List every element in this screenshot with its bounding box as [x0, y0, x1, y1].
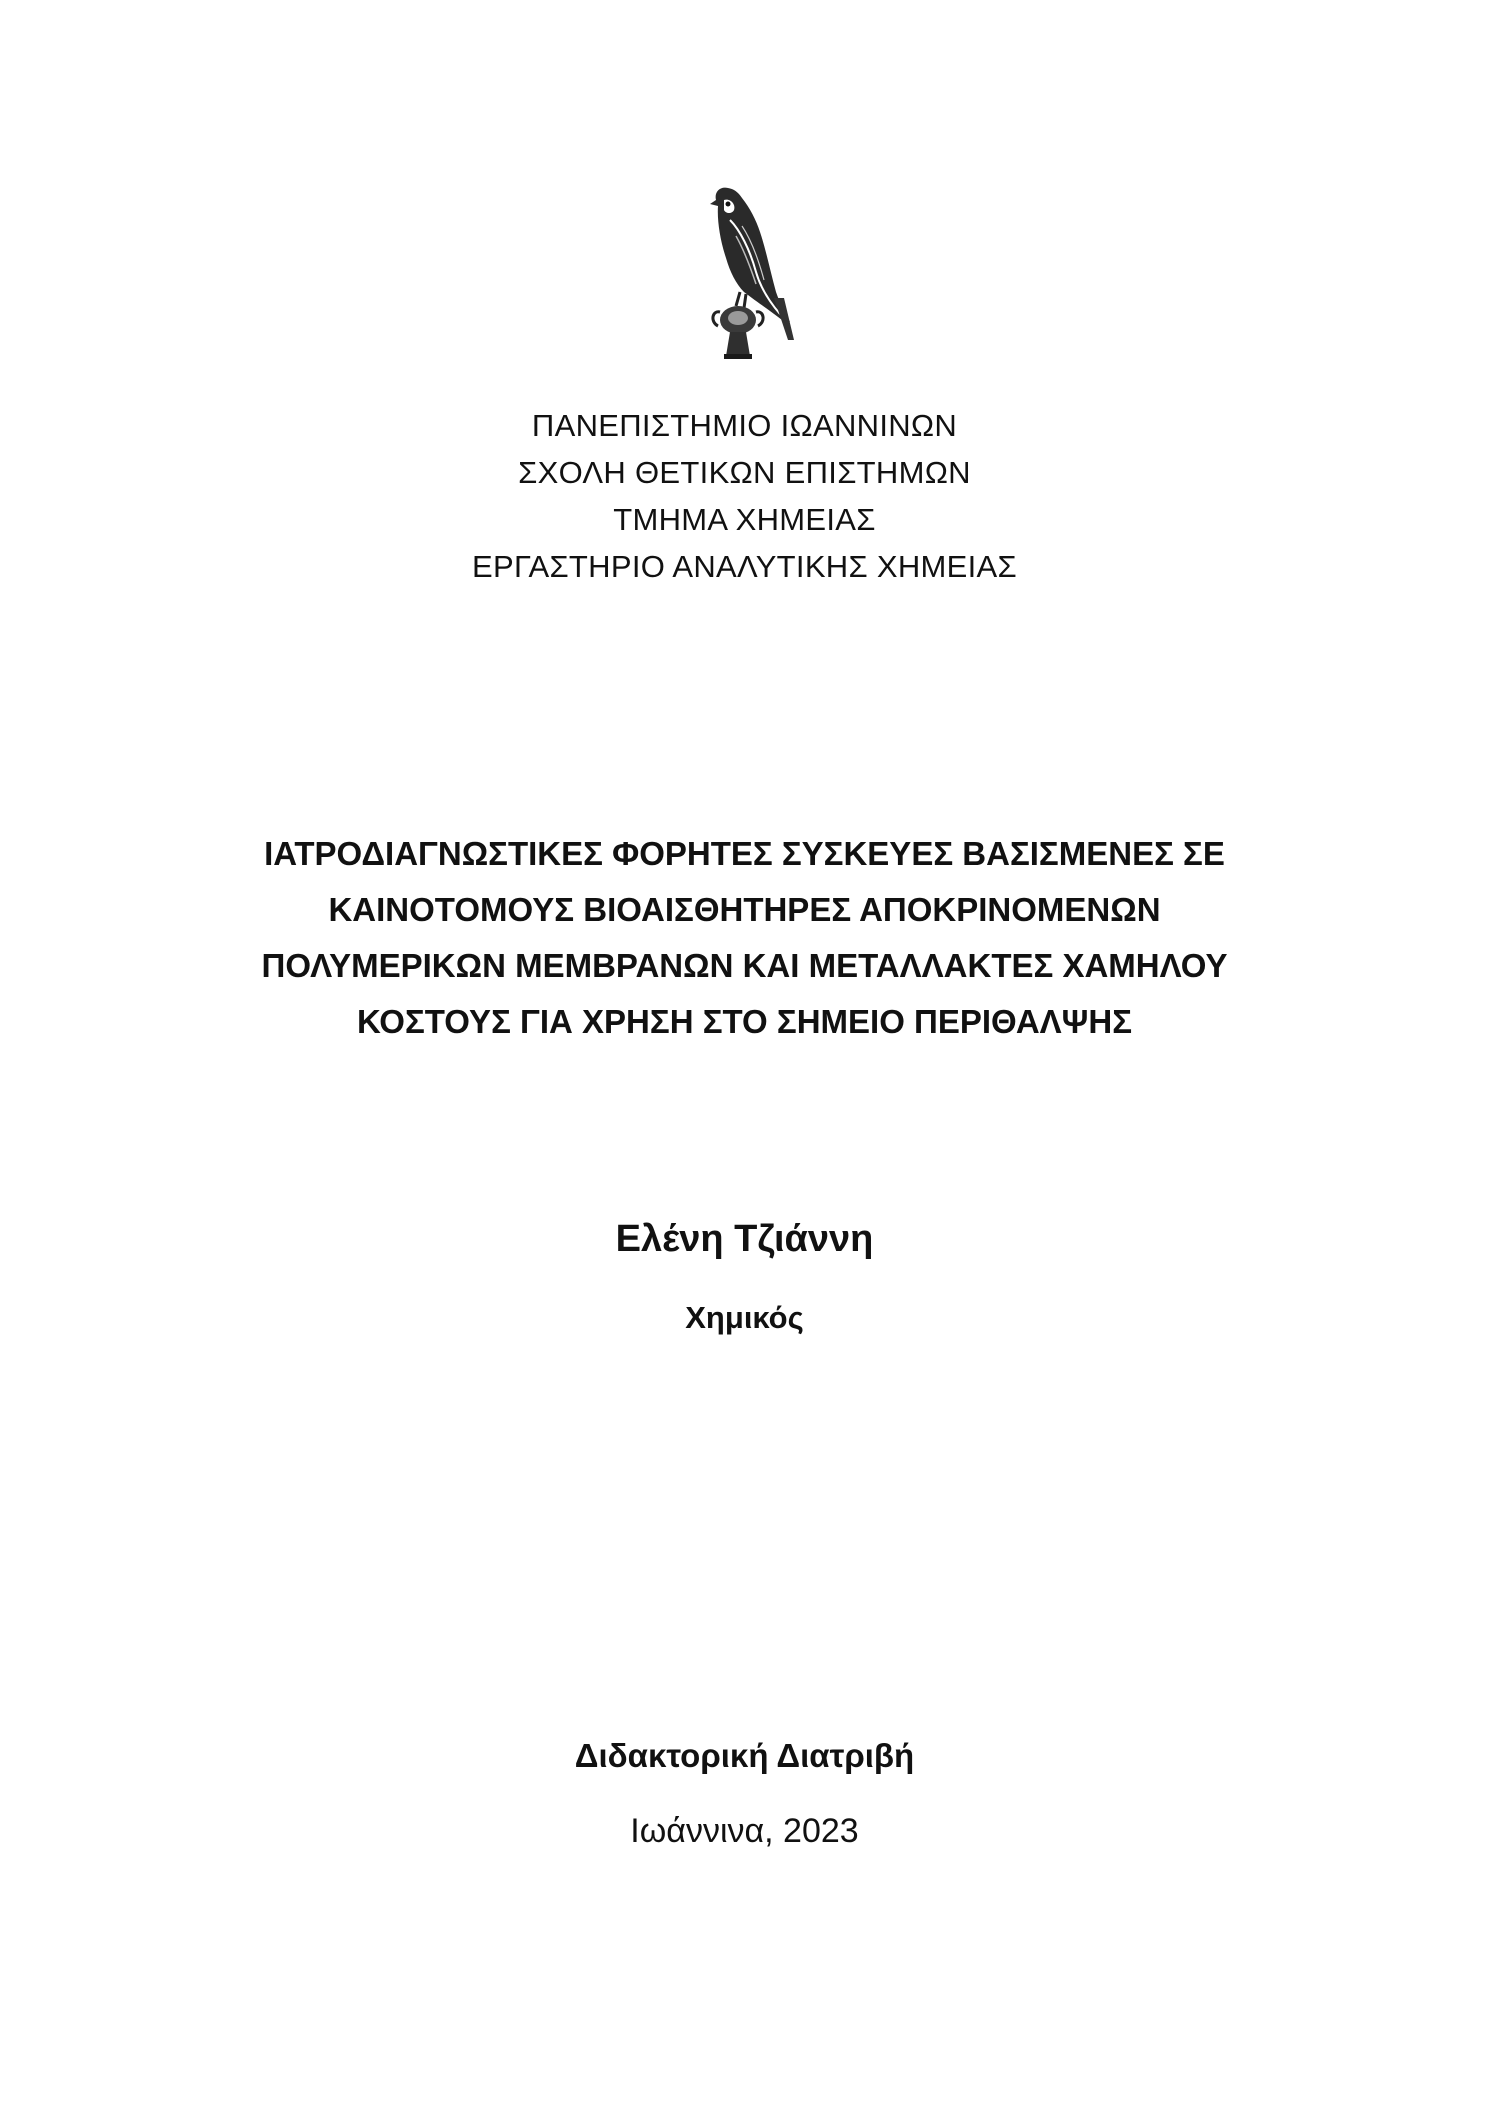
- university-name: ΠΑΝΕΠΙΣΤΗΜΙΟ ΙΩΑΝΝΙΝΩΝ: [531, 408, 958, 443]
- place-and-date: Ιωάννινα, 2023: [630, 1812, 859, 1850]
- thesis-title: [150, 826, 1339, 1050]
- title-line: ΠΟΛΥΜΕΡΙΚΩΝ ΜΕΜΒΡΑΝΩΝ ΚΑΙ ΜΕΤΑΛΛΑΚΤΕΣ ΧΑΜΗΛΟΥ: [261, 947, 1228, 984]
- author-name: Ελένη Τζιάννη: [615, 1218, 874, 1260]
- title-line: ΚΑΙΝΟΤΟΜΟΥΣ ΒΙΟΑΙΣΘΗΤΗΡΕΣ ΑΠΟΚΡΙΝΟΜΕΝΩΝ: [328, 891, 1161, 928]
- title-line: ΚΟΣΤΟΥΣ ΓΙΑ ΧΡΗΣΗ ΣΤΟ ΣΗΜΕΙΟ ΠΕΡΙΘΑΛΨΗΣ: [356, 1003, 1133, 1040]
- document-type: Διδακτορική Διατριβή: [574, 1737, 915, 1774]
- school-name: ΣΧΟΛΗ ΘΕΤΙΚΩΝ ΕΠΙΣΤΗΜΩΝ: [518, 455, 971, 490]
- author-profession: Χημικός: [685, 1300, 804, 1335]
- owl-on-amphora-emblem-icon: [690, 180, 805, 365]
- laboratory-name: ΕΡΓΑΣΤΗΡΙΟ ΑΝΑΛΥΤΙΚΗΣ ΧΗΜΕΙΑΣ: [472, 549, 1017, 584]
- title-line: ΙΑΤΡΟΔΙΑΓΝΩΣΤΙΚΕΣ ΦΟΡΗΤΕΣ ΣΥΣΚΕΥΕΣ ΒΑΣΙΣΜΕΝΕΣ ΣΕ: [264, 835, 1225, 872]
- institution-affiliation: [0, 402, 1489, 590]
- department-name: ΤΜΗΜΑ ΧΗΜΕΙΑΣ: [613, 502, 876, 537]
